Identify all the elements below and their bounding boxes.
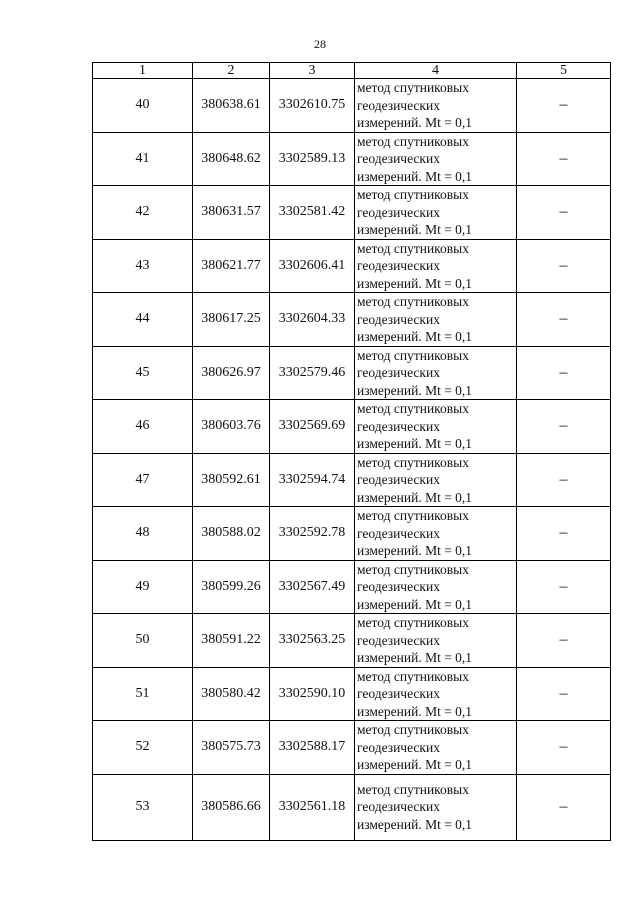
x-coordinate-cell: 380575.73 bbox=[193, 721, 270, 775]
method-cell bbox=[355, 132, 517, 186]
method-text-line: измерений. Mt = 0,1 bbox=[357, 489, 473, 505]
x-coordinate-cell: 380592.61 bbox=[193, 453, 270, 507]
y-coordinate-cell: 3302590.10 bbox=[270, 667, 355, 721]
point-number-cell: 51 bbox=[93, 667, 193, 721]
method-cell bbox=[355, 400, 517, 454]
method-text-line: геодезических bbox=[357, 418, 440, 434]
method-text-line: геодезических bbox=[357, 632, 440, 648]
point-number-cell: 44 bbox=[93, 293, 193, 347]
table-row bbox=[93, 186, 611, 240]
y-coordinate-cell: 3302567.49 bbox=[270, 560, 355, 614]
y-coordinate-cell: 3302610.75 bbox=[270, 79, 355, 133]
method-text-line: геодезических bbox=[357, 311, 440, 327]
table-row bbox=[93, 293, 611, 347]
method-text-line: геодезических bbox=[357, 739, 440, 755]
method-text-line: геодезических bbox=[357, 258, 440, 273]
x-coordinate-cell: 380631.57 bbox=[193, 186, 270, 240]
method-text-line: метод спутниковых bbox=[357, 294, 469, 309]
header-col-2: 2 bbox=[193, 63, 270, 79]
method-text-line: измерений. Mt = 0,1 bbox=[357, 816, 473, 832]
method-text-line: метод спутниковых bbox=[357, 401, 469, 416]
table-row bbox=[93, 239, 611, 293]
y-coordinate-cell: 3302561.18 bbox=[270, 774, 355, 840]
method-text-line: измерений. Mt = 0,1 bbox=[357, 757, 473, 772]
method-text-line: метод спутниковых bbox=[357, 722, 469, 737]
method-text-line: измерений. Mt = 0,1 bbox=[357, 382, 473, 398]
y-coordinate-cell: 3302592.78 bbox=[270, 507, 355, 561]
dash-cell: – bbox=[517, 400, 611, 454]
point-number-cell: 40 bbox=[93, 79, 193, 133]
method-text-line: измерений. Mt = 0,1 bbox=[357, 115, 473, 130]
method-text-line: измерений. Mt = 0,1 bbox=[357, 168, 473, 184]
method-text-line: метод спутниковых bbox=[357, 508, 469, 523]
dash-cell: – bbox=[517, 293, 611, 347]
method-cell bbox=[355, 507, 517, 561]
coordinates-table bbox=[92, 62, 611, 841]
method-text-line: геодезических bbox=[357, 525, 440, 541]
header-col-3: 3 bbox=[270, 63, 355, 79]
method-text-line: измерений. Mt = 0,1 bbox=[357, 329, 473, 344]
dash-cell: – bbox=[517, 79, 611, 133]
method-cell bbox=[355, 346, 517, 400]
method-cell bbox=[355, 721, 517, 775]
method-text-line: метод спутниковых bbox=[357, 781, 469, 797]
table-row bbox=[93, 79, 611, 133]
method-text-line: геодезических bbox=[357, 97, 440, 113]
y-coordinate-cell: 3302581.42 bbox=[270, 186, 355, 240]
point-number-cell: 50 bbox=[93, 614, 193, 668]
method-cell bbox=[355, 667, 517, 721]
x-coordinate-cell: 380638.61 bbox=[193, 79, 270, 133]
point-number-cell: 52 bbox=[93, 721, 193, 775]
y-coordinate-cell: 3302589.13 bbox=[270, 132, 355, 186]
dash-cell: – bbox=[517, 453, 611, 507]
method-cell bbox=[355, 186, 517, 240]
point-number-cell: 45 bbox=[93, 346, 193, 400]
method-cell bbox=[355, 560, 517, 614]
x-coordinate-cell: 380621.77 bbox=[193, 239, 270, 293]
method-text-line: метод спутниковых bbox=[357, 615, 469, 630]
x-coordinate-cell: 380588.02 bbox=[193, 507, 270, 561]
method-text-line: метод спутниковых bbox=[357, 187, 469, 202]
dash-cell: – bbox=[517, 614, 611, 668]
point-number-cell: 43 bbox=[93, 239, 193, 293]
page-number: 28 bbox=[314, 37, 326, 51]
dash-cell: – bbox=[517, 346, 611, 400]
table-row bbox=[93, 721, 611, 775]
table-row bbox=[93, 132, 611, 186]
method-cell bbox=[355, 79, 517, 133]
x-coordinate-cell: 380617.25 bbox=[193, 293, 270, 347]
header-col-5: 5 bbox=[517, 63, 611, 79]
method-text-line: геодезических bbox=[357, 799, 440, 815]
method-text-line: геодезических bbox=[357, 686, 440, 701]
dash-cell: – bbox=[517, 774, 611, 840]
header-col-1: 1 bbox=[93, 63, 193, 79]
table-row bbox=[93, 346, 611, 400]
table-row bbox=[93, 560, 611, 614]
method-text-line: геодезических bbox=[357, 472, 440, 487]
dash-cell: – bbox=[517, 132, 611, 186]
method-cell bbox=[355, 453, 517, 507]
dash-cell: – bbox=[517, 667, 611, 721]
method-text-line: метод спутниковых bbox=[357, 133, 469, 149]
table-header-row bbox=[93, 63, 611, 79]
method-text-line: метод спутниковых bbox=[357, 80, 469, 95]
table-row bbox=[93, 453, 611, 507]
method-text-line: метод спутниковых bbox=[357, 347, 469, 363]
x-coordinate-cell: 380626.97 bbox=[193, 346, 270, 400]
method-text-line: геодезических bbox=[357, 579, 440, 594]
method-cell bbox=[355, 614, 517, 668]
y-coordinate-cell: 3302579.46 bbox=[270, 346, 355, 400]
method-text-line: измерений. Mt = 0,1 bbox=[357, 596, 473, 612]
dash-cell: – bbox=[517, 507, 611, 561]
dash-cell: – bbox=[517, 186, 611, 240]
y-coordinate-cell: 3302563.25 bbox=[270, 614, 355, 668]
method-text-line: геодезических bbox=[357, 204, 440, 220]
x-coordinate-cell: 380586.66 bbox=[193, 774, 270, 840]
method-text-line: геодезических bbox=[357, 151, 440, 166]
y-coordinate-cell: 3302594.74 bbox=[270, 453, 355, 507]
header-col-4: 4 bbox=[355, 63, 517, 79]
method-cell bbox=[355, 239, 517, 293]
method-cell bbox=[355, 293, 517, 347]
point-number-cell: 48 bbox=[93, 507, 193, 561]
point-number-cell: 47 bbox=[93, 453, 193, 507]
method-text-line: измерений. Mt = 0,1 bbox=[357, 650, 473, 665]
x-coordinate-cell: 380599.26 bbox=[193, 560, 270, 614]
method-text-line: измерений. Mt = 0,1 bbox=[357, 543, 473, 558]
table-row bbox=[93, 614, 611, 668]
point-number-cell: 46 bbox=[93, 400, 193, 454]
y-coordinate-cell: 3302569.69 bbox=[270, 400, 355, 454]
table-row bbox=[93, 400, 611, 454]
table-body bbox=[93, 79, 611, 841]
table-row bbox=[93, 507, 611, 561]
method-text-line: измерений. Mt = 0,1 bbox=[357, 275, 473, 291]
point-number-cell: 41 bbox=[93, 132, 193, 186]
dash-cell: – bbox=[517, 721, 611, 775]
point-number-cell: 49 bbox=[93, 560, 193, 614]
method-text-line: метод спутниковых bbox=[357, 561, 469, 577]
method-text-line: метод спутниковых bbox=[357, 454, 469, 470]
y-coordinate-cell: 3302604.33 bbox=[270, 293, 355, 347]
method-text-line: метод спутниковых bbox=[357, 240, 469, 256]
method-text-line: измерений. Mt = 0,1 bbox=[357, 703, 473, 719]
method-cell bbox=[355, 774, 517, 840]
point-number-cell: 53 bbox=[93, 774, 193, 840]
x-coordinate-cell: 380591.22 bbox=[193, 614, 270, 668]
dash-cell: – bbox=[517, 560, 611, 614]
table-row bbox=[93, 667, 611, 721]
x-coordinate-cell: 380603.76 bbox=[193, 400, 270, 454]
x-coordinate-cell: 380648.62 bbox=[193, 132, 270, 186]
dash-cell: – bbox=[517, 239, 611, 293]
method-text-line: измерений. Mt = 0,1 bbox=[357, 222, 473, 237]
point-number-cell: 42 bbox=[93, 186, 193, 240]
table-row bbox=[93, 774, 611, 840]
method-text-line: метод спутниковых bbox=[357, 668, 469, 684]
method-text-line: измерений. Mt = 0,1 bbox=[357, 436, 473, 451]
y-coordinate-cell: 3302606.41 bbox=[270, 239, 355, 293]
method-text-line: геодезических bbox=[357, 365, 440, 380]
x-coordinate-cell: 380580.42 bbox=[193, 667, 270, 721]
y-coordinate-cell: 3302588.17 bbox=[270, 721, 355, 775]
